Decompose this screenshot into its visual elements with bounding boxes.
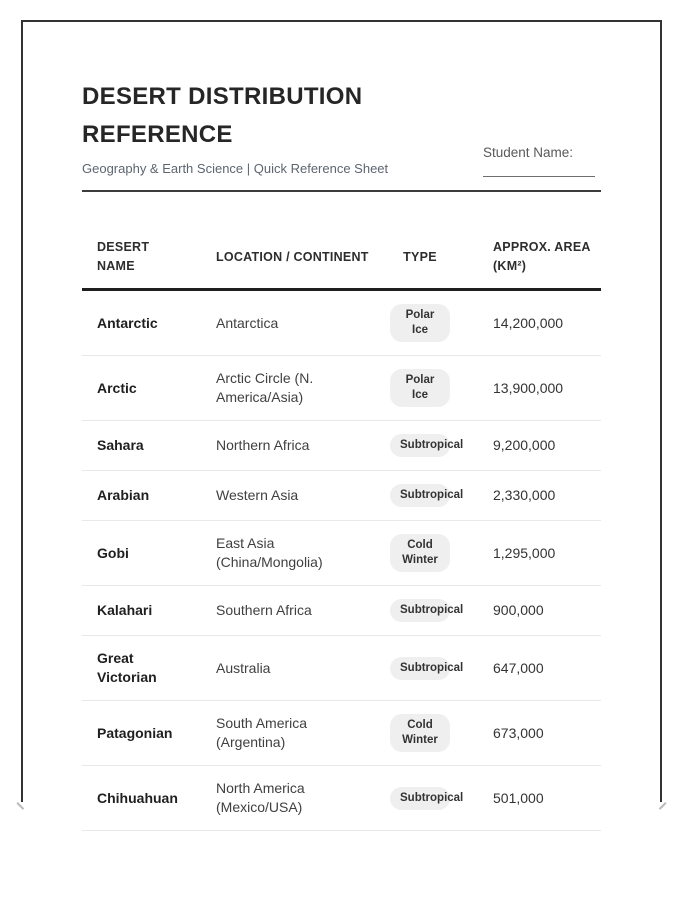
desert-location: Southern Africa (216, 602, 312, 618)
desert-type-cell (378, 714, 484, 752)
worksheet-page (21, 20, 662, 815)
desert-location: East Asia (China/Mongolia) (216, 535, 323, 570)
type-badge: Polar Ice (390, 304, 450, 342)
desert-name: Chihuahuan (97, 789, 178, 806)
table-row (82, 291, 601, 356)
desert-name: Kalahari (97, 602, 153, 618)
desert-location: Northern Africa (216, 437, 310, 453)
type-badge: Subtropical (390, 599, 450, 622)
table-body (82, 291, 601, 831)
desert-type-cell (378, 434, 484, 457)
desert-name: Sahara (97, 437, 144, 453)
table-row (82, 586, 601, 636)
page-subtitle: Geography & Earth Science | Quick Reference Sheet (82, 161, 389, 176)
document-header (82, 78, 601, 178)
desert-location-cell (216, 534, 378, 572)
desert-name: Antarctic (97, 314, 158, 331)
desert-area: 9,200,000 (493, 437, 556, 453)
desert-location-cell (216, 436, 378, 455)
page-title: DESERT DISTRIBUTION REFERENCE (82, 83, 363, 148)
desert-name-cell (82, 379, 216, 398)
desert-location-cell (216, 369, 378, 407)
desert-location: Australia (216, 659, 271, 676)
desert-name-cell (82, 436, 216, 455)
student-name-block (483, 145, 601, 178)
desert-name-cell (82, 314, 216, 333)
desert-type-cell (378, 599, 484, 622)
desert-name: Arabian (97, 487, 150, 503)
table-row (82, 421, 601, 471)
desert-name-cell (82, 486, 216, 505)
desert-location-cell (216, 486, 378, 505)
column-header-desert-name: DESERT NAME (97, 240, 150, 273)
desert-location-cell (216, 601, 378, 620)
table-row (82, 471, 601, 521)
desert-name-cell (82, 544, 216, 563)
desert-area: 13,900,000 (493, 379, 564, 396)
desert-area: 900,000 (493, 602, 544, 618)
type-badge: Polar Ice (390, 369, 450, 407)
desert-area: 647,000 (493, 659, 544, 676)
desert-type-cell (378, 657, 484, 680)
desert-area: 14,200,000 (493, 314, 564, 331)
table-row (82, 521, 601, 586)
type-badge: Cold Winter (390, 714, 450, 752)
table-header-row (82, 192, 601, 291)
desert-name: Gobi (97, 544, 129, 561)
type-badge: Subtropical (390, 484, 450, 507)
desert-area: 501,000 (493, 789, 544, 806)
desert-name: Great Victorian (97, 650, 157, 685)
desert-location: North America (Mexico/USA) (216, 780, 305, 815)
desert-area: 2,330,000 (493, 487, 556, 503)
desert-type-cell (378, 304, 484, 342)
desert-location: Arctic Circle (N. America/Asia) (216, 370, 314, 405)
title-block (82, 78, 392, 178)
desert-location-cell (216, 714, 378, 752)
table-row (82, 636, 601, 701)
student-name-blank-line (483, 176, 595, 177)
desert-type-cell (378, 787, 484, 810)
table-row (82, 701, 601, 766)
desert-location-cell (216, 314, 378, 333)
table-row (82, 356, 601, 421)
desert-area: 673,000 (493, 724, 544, 741)
column-header-area: APPROX. AREA (KM²) (493, 240, 591, 273)
column-header-type: TYPE (403, 249, 437, 264)
desert-type-cell (378, 534, 484, 572)
desert-name: Patagonian (97, 724, 173, 741)
desert-name-cell (82, 601, 216, 620)
desert-location-cell (216, 659, 378, 678)
desert-name-cell (82, 649, 216, 687)
student-name-label: Student Name: (483, 145, 574, 160)
desert-location: Antarctica (216, 314, 279, 331)
desert-name-cell (82, 724, 216, 743)
column-header-location: LOCATION / CONTINENT (216, 249, 369, 264)
type-badge: Subtropical (390, 657, 450, 680)
desert-location: Western Asia (216, 487, 299, 503)
desert-name-cell (82, 789, 216, 808)
desert-type-cell (378, 484, 484, 507)
desert-location: South America (Argentina) (216, 715, 308, 750)
desert-type-cell (378, 369, 484, 407)
type-badge: Subtropical (390, 434, 450, 457)
type-badge: Subtropical (390, 787, 450, 810)
desert-area: 1,295,000 (493, 544, 556, 561)
type-badge: Cold Winter (390, 534, 450, 572)
desert-location-cell (216, 779, 378, 817)
page-content (23, 22, 660, 831)
table-row (82, 766, 601, 831)
desert-name: Arctic (97, 379, 137, 396)
